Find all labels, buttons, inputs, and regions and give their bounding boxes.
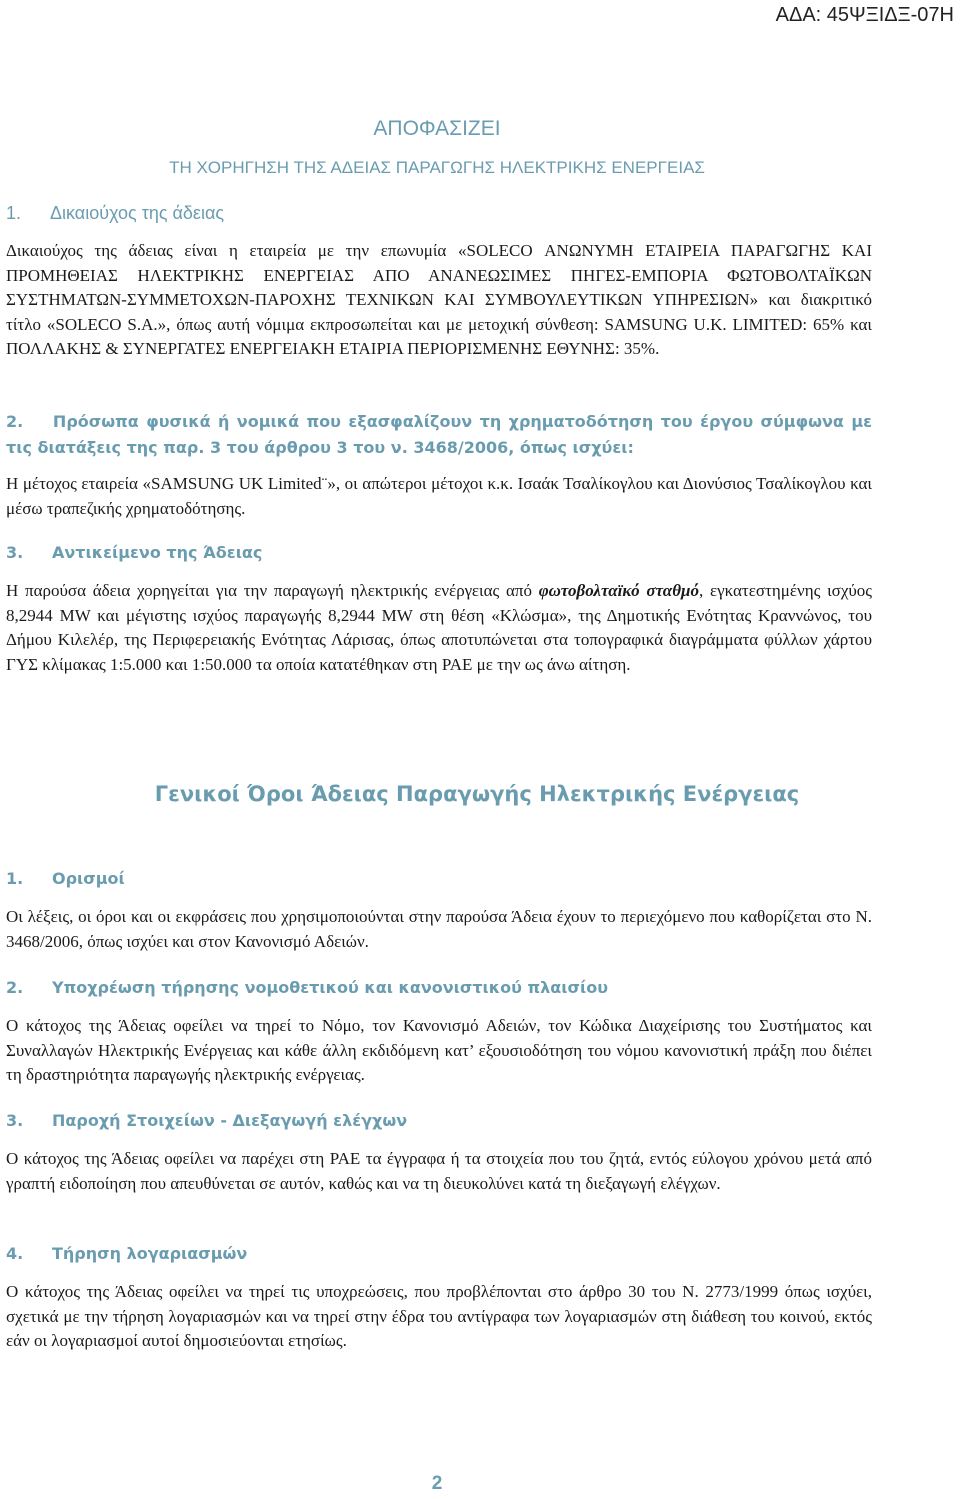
section-number: 3. <box>6 543 24 562</box>
emphasized-text: φωτοβολταϊκό σταθμό <box>538 581 699 600</box>
document-ada-code: ΑΔΑ: 45ΨΞΙΔΞ-07Η <box>775 4 954 26</box>
decision-section-2-heading <box>6 409 872 461</box>
section-number: 1. <box>6 869 24 888</box>
decision-title: ΑΠΟΦΑΣΙΖΕΙ <box>373 117 501 140</box>
section-number: 2. <box>6 412 24 431</box>
terms-section-1-text: Οι λέξεις, οι όροι και οι εκφράσεις που χρησιμοποιούνται στην παρούσα Άδεια έχουν το περιεχόμενο που καθορίζεται στο Ν. 3468/2006, όπως ισχύει και στον Κανονισμό Αδειών. <box>6 907 872 951</box>
section-number: 3. <box>6 1111 24 1130</box>
decision-section-1-heading <box>6 203 224 224</box>
section-heading-text: Δικαιούχος της άδειας <box>50 203 225 223</box>
decision-section-1-text: Δικαιούχος της άδειας είναι η εταιρεία με την επωνυμία «SOLECO ΑΝΩΝΥΜΗ ΕΤΑΙΡΕΙΑ ΠΑΡΑΓΩΓΗΣ ΚΑΙ ΠΡΟΜΗΘΕΙΑΣ ΗΛΕΚΤΡΙΚΗΣ ΕΝΕΡΓΕΙΑΣ ΑΠΟ ΑΝΑΝΕΩΣΙΜΕΣ ΠΗΓΕΣ-ΕΜΠΟΡΙΑ ΦΩΤΟΒΟΛΤΑΪΚΩΝ ΣΥΣΤΗΜΑΤΩΝ-ΣΥΜΜΕΤΟΧΩΝ-ΠΑΡΟΧΗΣ ΤΕΧΝΙΚΩΝ ΚΑΙ ΣΥΜΒΟΥΛΕΥΤΙΚΩΝ ΥΠΗΡΕΣΙΩΝ» και διακριτικό τίτλο «SOLECO S.A.», όπως αυτή νόμιμα εκπροσωπείται και με μετοχική σύνθεση: SAMSUNG U.K. LIMITED: 65% και ΠΟΛΛΑΚΗΣ & ΣΥΝΕΡΓΑΤΕΣ ΕΝΕΡΓΕΙΑΚΗ ΕΤΑΙΡΙΑ ΠΕΡΙΟΡΙΣΜΕΝΗΣ ΕΘΥΝΗΣ: 35%. <box>6 241 872 358</box>
section-number: 1. <box>6 203 22 223</box>
text-part: , εγκατεστημένης ισχύος 8,2944 MW και μέγιστης ισχύος παραγωγής 8,2944 MW στη θέση «Κλώσμα», της Δημοτικής Ενότητας Κραννώνος, του Δήμου Κιλελέρ, της Περιφερειακής Ενότητας Λάρισας, όπως αποτυπώνεται στα τοπογραφικά διαγράμματα φύλλων χάρτου ΓΥΣ κλίμακας 1:5.000 και 1:50.000 τα οποία κατατέθηκαν στη ΡΑΕ με την ως άνω αίτηση. <box>6 581 873 674</box>
text-part: Η παρούσα άδεια χορηγείται για την παραγωγή ηλεκτρικής ενέργειας από <box>6 581 539 600</box>
terms-section-2-text: Ο κάτοχος της Άδειας οφείλει να τηρεί το Νόμο, τον Κανονισμό Αδειών, τον Κώδικα Διαχείρισης του Συστήματος και Συναλλαγών Ηλεκτρικής Ενέργειας και κάθε άλλη εκδιδόμενη κατ’ εξουσιοδότηση του νόμου κανονιστική πράξη που διέπει τη δραστηριότητα παραγωγής ηλεκτρικής ενέργειας. <box>6 1016 872 1084</box>
section-number: 4. <box>6 1244 24 1263</box>
section-heading-text: Παροχή Στοιχείων - Διεξαγωγή ελέγχων <box>52 1111 408 1130</box>
terms-section-3-text: Ο κάτοχος της Άδειας οφείλει να παρέχει στη ΡΑΕ τα έγγραφα ή τα στοιχεία που του ζητά, εντός εύλογου χρόνου μετά από γραπτή ειδοποίηση που απευθύνεται σε αυτόν, καθώς και να τη διευκολύνει κατά τη διεξαγωγή ελέγχων. <box>6 1149 872 1193</box>
terms-section-3-heading <box>6 1111 407 1130</box>
section-number: 2. <box>6 978 24 997</box>
decision-subtitle: ΤΗ ΧΟΡΗΓΗΣΗ ΤΗΣ ΑΔΕΙΑΣ ΠΑΡΑΓΩΓΗΣ ΗΛΕΚΤΡΙΚΗΣ ΕΝΕΡΓΕΙΑΣ <box>169 158 705 177</box>
decision-section-2-text: Η μέτοχος εταιρεία «SAMSUNG UK Limited¨», οι απώτεροι μέτοχοι κ.κ. Ισαάκ Τσαλίκογλου και Διονύσιος Τσαλίκογλου και μέσω τραπεζικής χρηματοδότησης. <box>6 474 872 518</box>
section-heading-text: Υποχρέωση τήρησης νομοθετικού και κανονιστικού πλαισίου <box>52 978 609 997</box>
section-heading-text: Ορισμοί <box>52 869 125 888</box>
section-heading-text: Πρόσωπα φυσικά ή νομικά που εξασφαλίζουν τη χρηματοδότηση του έργου σύμφωνα με τις διατάξεις της παρ. 3 του άρθρου 3 του ν. 3468/2006, όπως ισχύει: <box>6 412 873 457</box>
decision-section-3-heading <box>6 543 262 562</box>
terms-section-2-heading <box>6 978 608 997</box>
decision-section-3-text <box>6 579 872 677</box>
section-heading-text: Τήρηση λογαριασμών <box>52 1244 248 1263</box>
terms-section-1-heading <box>6 869 125 888</box>
page-number: 2 <box>431 1473 443 1494</box>
terms-section-4-text: Ο κάτοχος της Άδειας οφείλει να τηρεί τις υποχρεώσεις, που προβλέπονται στο άρθρο 30 του Ν. 2773/1999 όπως ισχύει, σχετικά με την τήρηση λογαριασμών και να τηρεί στην έδρα του αντίγραφα των λογαριασμών στη διάθεση του κοινού, εκτός εάν οι λογαριασμοί αυτοί δημοσιεύονται ετησίως. <box>6 1282 872 1350</box>
section-heading-text: Αντικείμενο της Άδειας <box>52 543 263 562</box>
general-terms-title: Γενικοί Όροι Άδειας Παραγωγής Ηλεκτρικής Ενέργειας <box>154 782 800 806</box>
terms-section-4-heading <box>6 1244 247 1263</box>
